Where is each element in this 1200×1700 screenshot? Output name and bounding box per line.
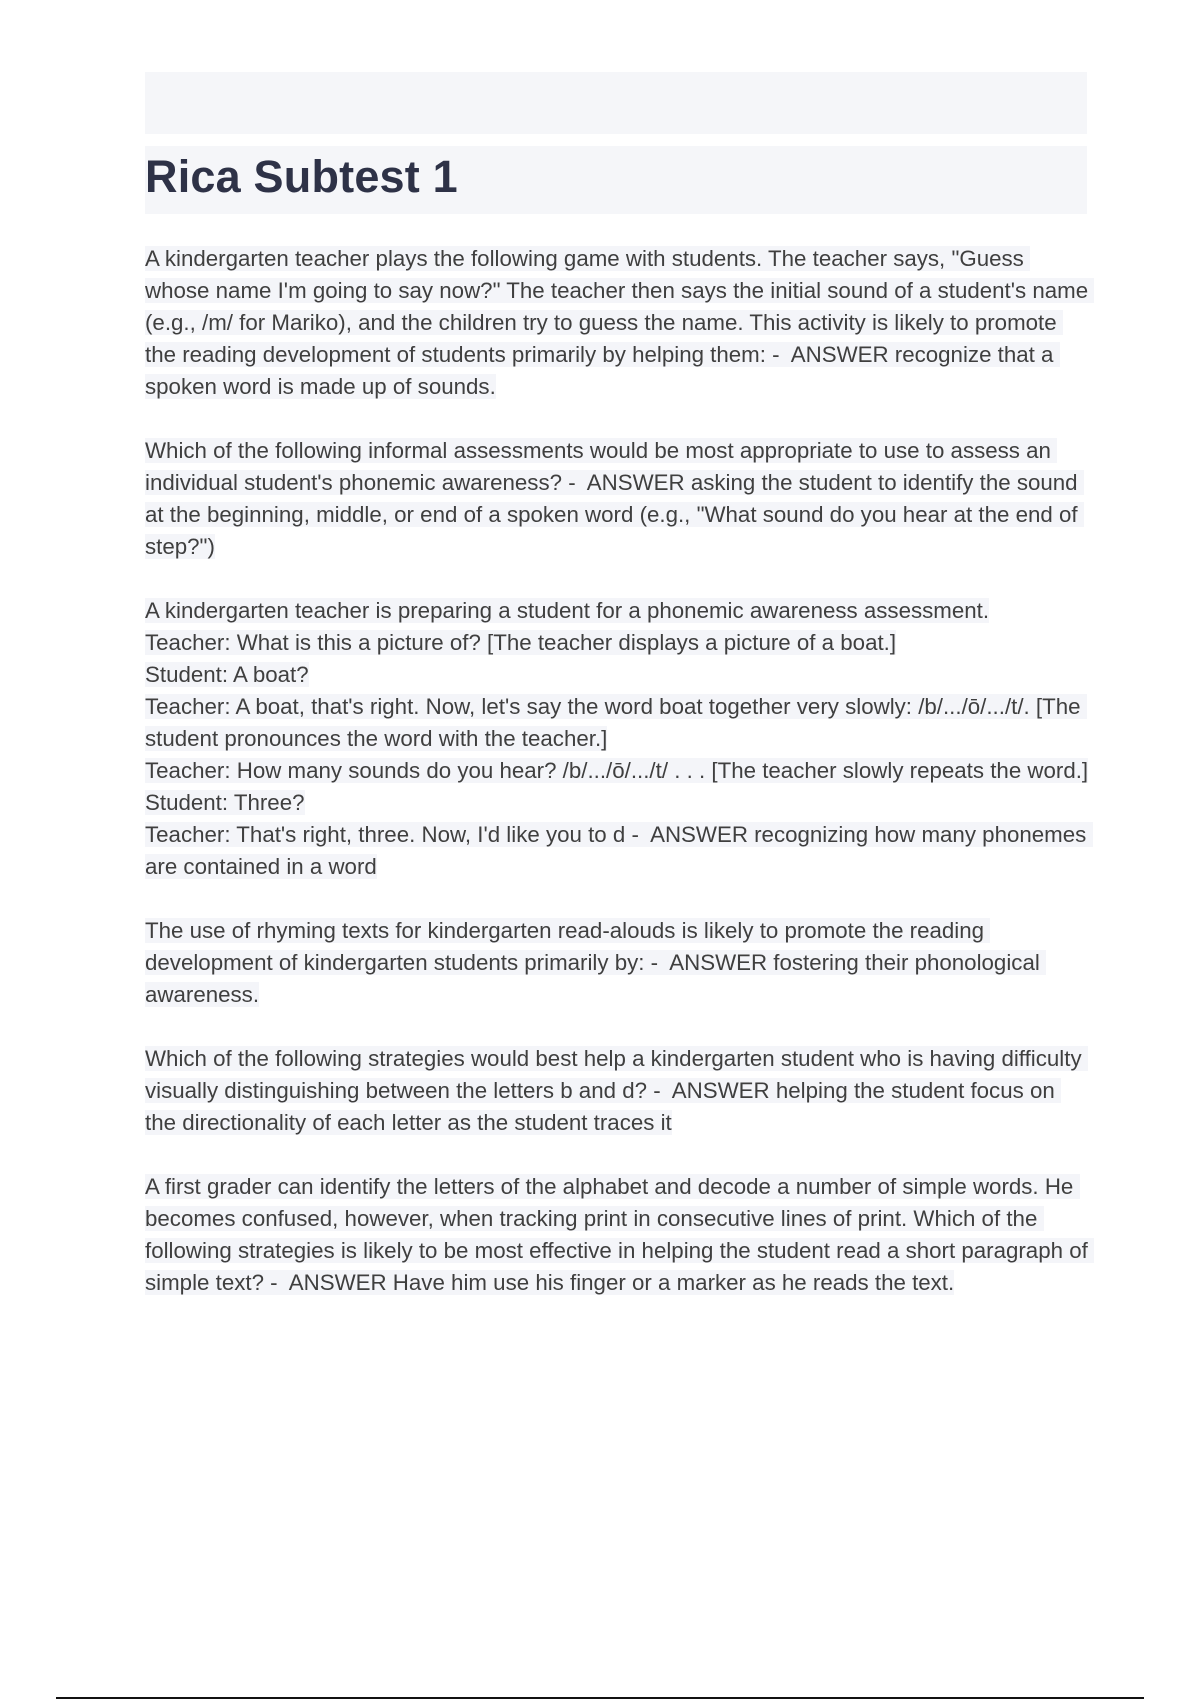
qa-item-3 [145,595,1090,883]
qa-text: Which of the following strategies would best help a kindergarten student who is having difficulty visually distinguishing between the letters b and d? - ANSWER helping the student focus on the directionality of each letter as the student traces it [145,1046,1088,1135]
qa-text: The use of rhyming texts for kindergarten read-alouds is likely to promote the reading development of kindergarten students primarily by: - ANSWER fostering their phonological awareness. [145,918,1046,1007]
qa-text: Which of the following informal assessments would be most appropriate to use to assess an individual student's phonemic awareness? - ANSWER asking the student to identify the sound at the beginning, middle, or end of a spoken word (e.g., "What sound do you hear at the end of step?") [145,438,1084,559]
qa-text: A kindergarten teacher plays the following game with students. The teacher says, "Guess whose name I'm going to say now?" The teacher then says the initial sound of a student's name (e.g., /m/ for Mariko), and the children try to guess the name. This activity is likely to promote the reading development of students primarily by helping them: - ANSWER recognize that a spoken word is made up of sounds. [145,246,1095,399]
qa-item-1 [145,243,1095,403]
qa-text: A first grader can identify the letters of the alphabet and decode a number of simple words. He becomes confused, however, when tracking print in consecutive lines of print. Which of the following strategies is likely to be most effective in helping the student read a short paragraph of simple text? - ANSWER Have him use his finger or a marker as he reads the text. [145,1174,1094,1295]
qa-text: A kindergarten teacher is preparing a student for a phonemic awareness assessment. Teacher: What is this a picture of? [The teacher displays a picture of a boat.] Student: A boat? Teacher: A boat, that's right. Now, let's say the word boat together very slowly: /b/.../ō/.../t/. [The student pronounces the word with the teacher.] Teacher: How many sounds do you hear? /b/.../ō/.../t/ . . . [The teacher slowly repeats the word.] Student: Three? Teacher: That's right, three. Now, I'd like you to d - ANSWER recognizing how many phonemes are contained in a word [145,598,1093,879]
header-band [145,72,1087,134]
footer-divider [56,1697,1144,1699]
qa-list [145,243,1095,1331]
qa-item-4 [145,915,1090,1011]
page-title: Rica Subtest 1 [145,151,458,202]
qa-item-5 [145,1043,1090,1139]
qa-item-6 [145,1171,1094,1299]
qa-item-2 [145,435,1090,563]
